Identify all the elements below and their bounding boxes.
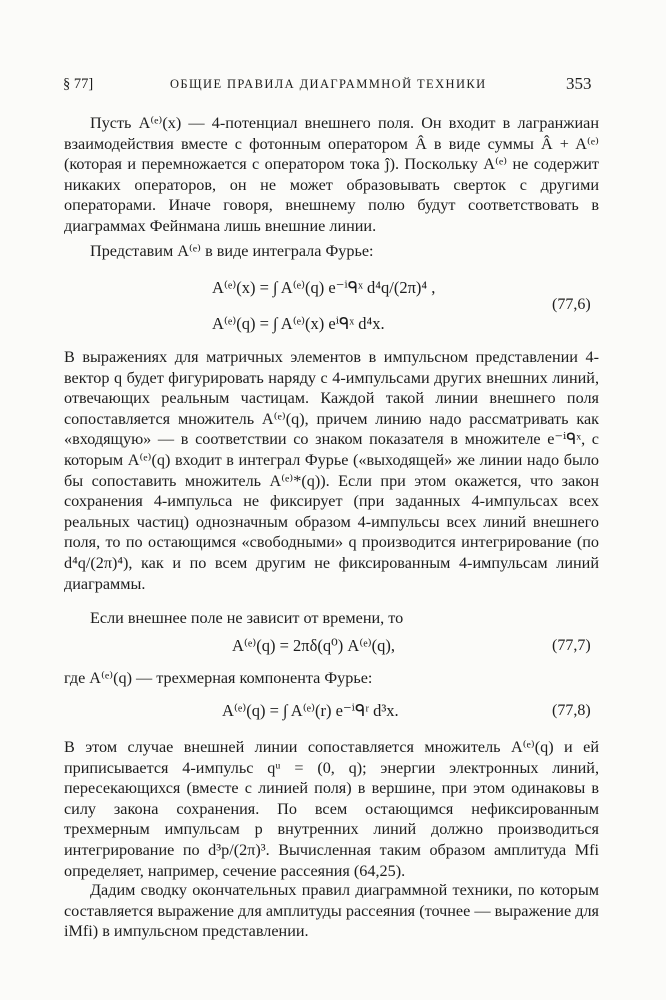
section-marker: § 77] bbox=[63, 76, 94, 92]
equation-77-6-line-2: A⁽ᵉ⁾(q) = ∫ A⁽ᵉ⁾(x) eⁱᑫˣ d⁴x. bbox=[212, 314, 385, 333]
paragraph-text: В выражениях для матричных элементов в импульсном представлении 4-вектор q будет фигурировать наряду с 4-импульсами других внешних линий, отвечающих реальным частицам. Каждой такой линии внешнего поля сопоставляется множитель A⁽ᵉ⁾(q), причем линию надо рассматривать как «входящую» — в соответствии со знаком показателя в множителе e⁻ⁱᑫˣ, с которым A⁽ᵉ⁾(q) входит в интеграл Фурье («выходящей» же линии надо было бы сопоставить множитель A⁽ᵉ⁾*(q)). Если при этом окажется, что закон сохранения 4-импульса не фиксирует (при заданных 4-импульсах всех реальных частиц) однозначным образом 4-импульсы всех линий внешнего поля, то по остающимся «свободными» q производится интегрирование (по d⁴q/(2π)⁴), как и по всем другим не фиксированным 4-импульсам линий диаграммы. bbox=[64, 348, 599, 593]
paragraph-text: Если внешнее поле не зависит от времени, то bbox=[90, 609, 404, 627]
equation-77-8: A⁽ᵉ⁾(q) = ∫ A⁽ᵉ⁾(r) e⁻ⁱᑫʳ d³x. bbox=[222, 701, 399, 720]
paragraph-text: В этом случае внешней линии сопоставляется множитель A⁽ᵉ⁾(q) и ей приписывается 4-импульс qᵘ = (0, q); энергии электронных линий, пересекающихся (вместе с линией поля) в вершине, при этом одинаковы в силу закона сохранения. По всем остающимся нефиксированным трехмерным импульсам p внутренних линий должно производиться интегрирование по d³p/(2π)³. Вычисленная таким образом амплитуда Mfi определяет, например, сечение рассеяния (64,25). bbox=[64, 738, 599, 880]
paragraph-external-potential bbox=[64, 113, 599, 237]
paragraph-fourier-intro bbox=[64, 241, 599, 262]
running-title: ОБЩИЕ ПРАВИЛА ДИАГРАММНОЙ ТЕХНИКИ bbox=[170, 77, 487, 91]
paragraph-external-line-factor bbox=[64, 737, 599, 881]
page-number: 353 bbox=[566, 74, 592, 93]
paragraph-text: где A⁽ᵉ⁾(q) — трехмерная компонента Фурье: bbox=[64, 669, 373, 687]
equation-77-7: A⁽ᵉ⁾(q) = 2πδ(q⁰) A⁽ᵉ⁾(q), bbox=[232, 636, 395, 655]
equation-77-6-line-1: A⁽ᵉ⁾(x) = ∫ A⁽ᵉ⁾(q) e⁻ⁱᑫˣ d⁴q/(2π)⁴ , bbox=[212, 278, 436, 297]
equation-number-77-6: (77,6) bbox=[552, 296, 591, 313]
paragraph-3d-fourier bbox=[64, 668, 599, 689]
equation-number-77-8: (77,8) bbox=[552, 702, 591, 719]
paragraph-momentum-representation bbox=[64, 347, 599, 594]
paragraph-summary-rules bbox=[64, 880, 599, 942]
paragraph-text: Дадим сводку окончательных правил диаграммной техники, по которым составляется выражение для амплитуды рассеяния (точнее — выражение для iMfi) в импульсном представлении. bbox=[64, 881, 599, 941]
paragraph-text: Представим A⁽ᵉ⁾ в виде интеграла Фурье: bbox=[90, 242, 374, 260]
paragraph-text: Пусть A⁽ᵉ⁾(x) — 4-потенциал внешнего поля. Он входит в лагранжиан взаимодействия вместе с фотонным оператором Â в виде суммы Â + A⁽ᵉ⁾ (которая и перемножается с оператором тока ĵ). Поскольку A⁽ᵉ⁾ не содержит никаких операторов, он не может образовывать сверток с другими операторами. Иначе говоря, внешнему полю будут соответствовать в диаграммах Фейнмана лишь внешние линии. bbox=[64, 114, 599, 235]
equation-number-77-7: (77,7) bbox=[552, 637, 591, 654]
paragraph-time-independent bbox=[64, 608, 599, 629]
